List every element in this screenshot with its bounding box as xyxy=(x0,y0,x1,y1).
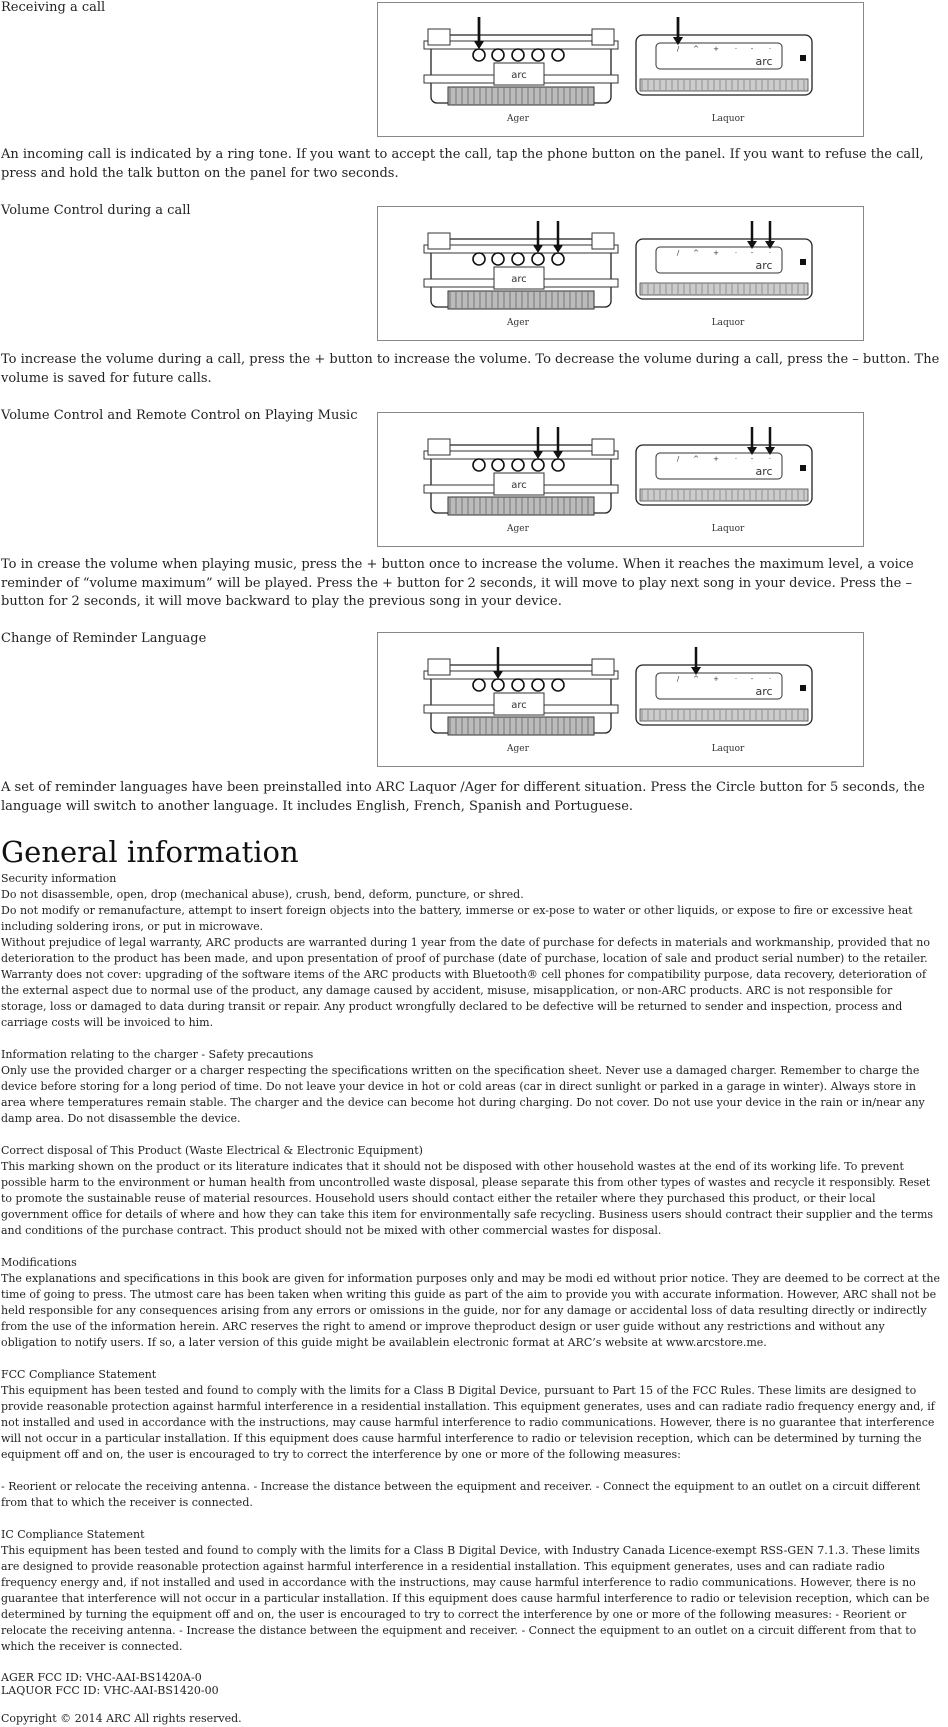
ager-logo: arc xyxy=(511,274,527,285)
block-line: Warranty does not cover: upgrading of the software items of the ARC products with Bluetooth® cell phones for compatibility purpose, data recovery, deterioration of the external aspect due to normal use of the product, any damage caused by accident, misuse, misapplication, or non-ARC products. ARC is not responsible for storage, loss or damaged to data during transit or repair. Any product wrongfully declared to be defective will be returned to sender and inspection, process and carriage costs will be invoiced to him. xyxy=(1,968,927,1029)
block-heading: FCC Compliance Statement xyxy=(1,1368,157,1381)
ager-corner xyxy=(428,233,450,249)
block-security xyxy=(1,871,941,1031)
block-line: - Reorient or relocate the receiving antenna. - Increase the distance between the equipment and receiver. - Connect the equipment to an outlet on a circuit different from that to which the receiver is connected. xyxy=(1,1480,921,1509)
block-heading: Information relating to the charger - Safety precautions xyxy=(1,1048,314,1061)
section-title-reminder-language: Change of Reminder Language xyxy=(1,631,207,646)
block-ic xyxy=(1,1527,941,1655)
fcc-id-laquor: LAQUOR FCC ID: VHC-AAI-BS1420-00 xyxy=(1,1684,219,1697)
laquor-button: · xyxy=(734,249,738,257)
general-information-heading: General information xyxy=(1,835,299,869)
ager-logo: arc xyxy=(511,70,527,81)
general-information-body xyxy=(1,871,941,1727)
ager-speaker-grille xyxy=(448,87,594,105)
paragraph-reminder-language: A set of reminder languages have been preinstalled into ARC Laquor /Ager for different situation. Press the Circle button for 5 seconds, the language will switch to another language. It includes English, French, Spanish and Portuguese. xyxy=(1,780,925,814)
ager-button xyxy=(473,253,485,265)
laquor-button: ^ xyxy=(693,45,699,53)
caption-laquor: Laquor xyxy=(711,318,745,328)
laquor-logo: arc xyxy=(755,55,773,68)
laquor-button: · xyxy=(768,455,772,463)
ager-button xyxy=(512,679,524,691)
caption-ager: Ager xyxy=(507,744,529,754)
ager-device xyxy=(424,439,618,515)
caption-ager: Ager xyxy=(507,318,529,328)
ager-button xyxy=(512,253,524,265)
ager-button xyxy=(473,49,485,61)
fcc-id-ager: AGER FCC ID: VHC-AAI-BS1420A-0 xyxy=(1,1671,202,1684)
laquor-button: · xyxy=(768,45,772,53)
laquor-button: - xyxy=(750,455,754,463)
caption-laquor: Laquor xyxy=(711,114,745,124)
block-heading: Security information xyxy=(1,872,117,885)
ager-device xyxy=(424,659,618,735)
block-heading: Correct disposal of This Product (Waste Electrical & Electronic Equipment) xyxy=(1,1144,423,1157)
ager-button xyxy=(552,253,564,265)
laquor-device xyxy=(636,665,812,725)
ager-button xyxy=(552,459,564,471)
paragraph-volume-music: To in crease the volume when playing music, press the + button once to increase the volume. When it reaches the maximum level, a voice reminder of “volume maximum” will be played. Press the + button for 2 seconds, it will move to play next song in your device. Press the – button for 2 seconds, it will move backward to play the previous song in your device. xyxy=(1,557,914,609)
laquor-button: + xyxy=(713,249,719,257)
spacer xyxy=(1,1511,941,1527)
block-line: This equipment has been tested and found to comply with the limits for a Class B Digital Device, pursuant to Part 15 of the FCC Rules. These limits are designed to provide reasonable protection against harmful interference in a residential installation. This equipment generates, uses and can radiate radio frequency energy and, if not installed and used in accordance with the instructions, may cause harmful interference to radio communications. However, there is no guarantee that interference will not occur in a particular installation. If this equipment does cause harmful interference to radio or television reception, which can be determined by turning the equipment off and on, the user is encouraged to try to correct the interference by one or more of the following measures: xyxy=(1,1384,935,1461)
device-illustration xyxy=(378,633,863,766)
ager-corner xyxy=(592,439,614,455)
ager-button xyxy=(492,459,504,471)
section-title-volume-music: Volume Control and Remote Control on Playing Music xyxy=(1,408,358,423)
laquor-button: · xyxy=(734,675,738,683)
section-title-receiving-call: Receiving a call xyxy=(1,0,106,15)
laquor-button: ^ xyxy=(693,675,699,683)
caption-ager: Ager xyxy=(507,114,529,124)
laquor-button: - xyxy=(750,45,754,53)
device-illustration xyxy=(378,207,863,340)
ager-top-rail xyxy=(424,671,618,679)
block-line: The explanations and specifications in this book are given for information purposes only and may be modi ed without prior notice. They are deemed to be correct at the time of going to press. The utmost care has been taken when writing this guide as part of the aim to provide you with accurate information. However, ARC shall not be held responsible for any consequences arising from any errors or omissions in the guide, nor for any damage or accidental loss of data resulting directly or indirectly from the use of the information herein. ARC reserves the right to amend or improve theproduct design or user guide without any restrictions and without any obligation to notify users. If so, a later version of this guide might be availablein electronic format at ARC’s website at www.arcstore.me. xyxy=(1,1272,941,1349)
caption-ager: Ager xyxy=(507,524,529,534)
block-line: This equipment has been tested and found to comply with the limits for a Class B Digital Device, with Industry Canada Licence-exempt RSS-GEN 7.1.3. These limits are designed to provide reasonable protection against harmful interference in a residential installation. This equipment generates, uses and can radiate radio frequency energy and, if not installed and used in accordance with the instructions, may cause harmful interference to radio communications. However, there is no guarantee that interference will not occur in a particular installation. If this equipment does cause harmful interference to radio or television reception, which can be determined by turning the equipment off and on, the user is encouraged to try to correct the interference by one or more of the following measures: - Reorient or relocate the receiving antenna. - Increase the distance between the equipment and receiver. - Connect the equipment to an outlet on a circuit different from that to which the receiver is connected. xyxy=(1,1544,930,1653)
fcc-ids xyxy=(1,1671,941,1697)
laquor-button: ^ xyxy=(693,455,699,463)
laquor-button: - xyxy=(750,249,754,257)
device-illustration xyxy=(378,3,863,136)
block-line-blank xyxy=(1,1463,941,1479)
laquor-logo: arc xyxy=(755,259,773,272)
laquor-button: + xyxy=(713,45,719,53)
laquor-led xyxy=(800,465,806,471)
figure-reminder-language xyxy=(377,632,864,767)
block-line: Without prejudice of legal warranty, ARC products are warranted during 1 year from the date of purchase for defects in materials and workmanship, provided that no deterioration to the product has been made, and upon presentation of proof of purchase (date of purchase, location of sale and product serial number) to the retailer. xyxy=(1,936,931,965)
spacer xyxy=(1,1127,941,1143)
block-modifications xyxy=(1,1255,941,1351)
section-title-volume-call: Volume Control during a call xyxy=(1,203,191,218)
laquor-button: / xyxy=(676,249,680,257)
ager-button xyxy=(473,679,485,691)
laquor-button: · xyxy=(734,455,738,463)
ager-logo: arc xyxy=(511,480,527,491)
block-line: Only use the provided charger or a charger respecting the specifications written on the specification sheet. Never use a damaged charger. Remember to charge the device before storing for a long period of time. Do not leave your device in hot or cold areas (car in direct sunlight or parked in a garage in winter). Always store in area where temperatures remain stable. The charger and the device can become hot during charging. Do not cover. Do not use your device in the rain or in/near any damp area. Do not disassemble the device. xyxy=(1,1064,925,1125)
ager-button xyxy=(552,49,564,61)
laquor-button: / xyxy=(676,675,680,683)
ager-button xyxy=(532,679,544,691)
ager-button xyxy=(552,679,564,691)
ager-button xyxy=(492,49,504,61)
laquor-button: - xyxy=(750,675,754,683)
laquor-speaker-grille xyxy=(640,709,808,721)
ager-corner xyxy=(592,233,614,249)
ager-logo: arc xyxy=(511,700,527,711)
ager-top-rail xyxy=(424,41,618,49)
paragraph-receiving-call: An incoming call is indicated by a ring tone. If you want to accept the call, tap the phone button on the panel. If you want to refuse the call, press and hold the talk button on the panel for two seconds. xyxy=(1,147,924,181)
block-disposal xyxy=(1,1143,941,1239)
laquor-device xyxy=(636,35,812,95)
ager-speaker-grille xyxy=(448,291,594,309)
ager-corner xyxy=(428,439,450,455)
ager-top-rail xyxy=(424,451,618,459)
ager-top-rail xyxy=(424,245,618,253)
laquor-button: + xyxy=(713,675,719,683)
block-line: Do not disassemble, open, drop (mechanical abuse), crush, bend, deform, puncture, or shred. xyxy=(1,888,524,901)
laquor-device xyxy=(636,445,812,505)
paragraph-volume-call: To increase the volume during a call, press the + button to increase the volume. To decrease the volume during a call, press the – button. The volume is saved for future calls. xyxy=(1,352,940,386)
block-heading: IC Compliance Statement xyxy=(1,1528,145,1541)
block-line: Do not modify or remanufacture, attempt to insert foreign objects into the battery, immerse or ex-pose to water or other liquids, or expose to fire or excessive heat including soldering irons, or put in microwave. xyxy=(1,904,913,933)
laquor-speaker-grille xyxy=(640,283,808,295)
device-illustration xyxy=(378,413,863,546)
ager-corner xyxy=(592,29,614,45)
spacer xyxy=(1,1655,941,1671)
ager-button xyxy=(532,49,544,61)
ager-corner xyxy=(428,29,450,45)
laquor-logo: arc xyxy=(755,465,773,478)
laquor-logo: arc xyxy=(755,685,773,698)
block-heading: Modifications xyxy=(1,1256,77,1269)
ager-button xyxy=(492,253,504,265)
block-fcc xyxy=(1,1367,941,1511)
ager-corner xyxy=(428,659,450,675)
ager-button xyxy=(492,679,504,691)
block-line: This marking shown on the product or its literature indicates that it should not be disposed with other household wastes at the end of its working life. To prevent possible harm to the environment or human health from uncontrolled waste disposal, please separate this from other types of wastes and recycle it responsibly. Reset to promote the sustainable reuse of material resources. Household users should contact either the retailer where they purchased this product, or their local government office for details of where and how they can take this item for environmentally safe recycling. Business users should contract their supplier and the terms and conditions of the purchase contract. This product should not be mixed with other commercial wastes for disposal. xyxy=(1,1160,934,1237)
laquor-led xyxy=(800,259,806,265)
ager-device xyxy=(424,233,618,309)
ager-corner xyxy=(592,659,614,675)
laquor-button: / xyxy=(676,45,680,53)
ager-speaker-grille xyxy=(448,497,594,515)
figure-receiving-call xyxy=(377,2,864,137)
ager-speaker-grille xyxy=(448,717,594,735)
laquor-button: / xyxy=(676,455,680,463)
ager-button xyxy=(512,459,524,471)
laquor-button: · xyxy=(768,249,772,257)
laquor-led xyxy=(800,55,806,61)
block-charger xyxy=(1,1047,941,1127)
laquor-speaker-grille xyxy=(640,489,808,501)
laquor-button: ^ xyxy=(693,249,699,257)
spacer xyxy=(1,1031,941,1047)
laquor-speaker-grille xyxy=(640,79,808,91)
laquor-button: · xyxy=(734,45,738,53)
copyright: Copyright © 2014 ARC All rights reserved. xyxy=(1,1712,242,1725)
ager-button xyxy=(473,459,485,471)
laquor-led xyxy=(800,685,806,691)
ager-button xyxy=(532,459,544,471)
ager-device xyxy=(424,29,618,105)
spacer xyxy=(1,1351,941,1367)
ager-button xyxy=(532,253,544,265)
laquor-button: + xyxy=(713,455,719,463)
caption-laquor: Laquor xyxy=(711,524,745,534)
caption-laquor: Laquor xyxy=(711,744,745,754)
ager-button xyxy=(512,49,524,61)
figure-volume-music xyxy=(377,412,864,547)
spacer xyxy=(1,1697,941,1711)
laquor-device xyxy=(636,239,812,299)
laquor-button: · xyxy=(768,675,772,683)
figure-volume-call xyxy=(377,206,864,341)
spacer xyxy=(1,1239,941,1255)
